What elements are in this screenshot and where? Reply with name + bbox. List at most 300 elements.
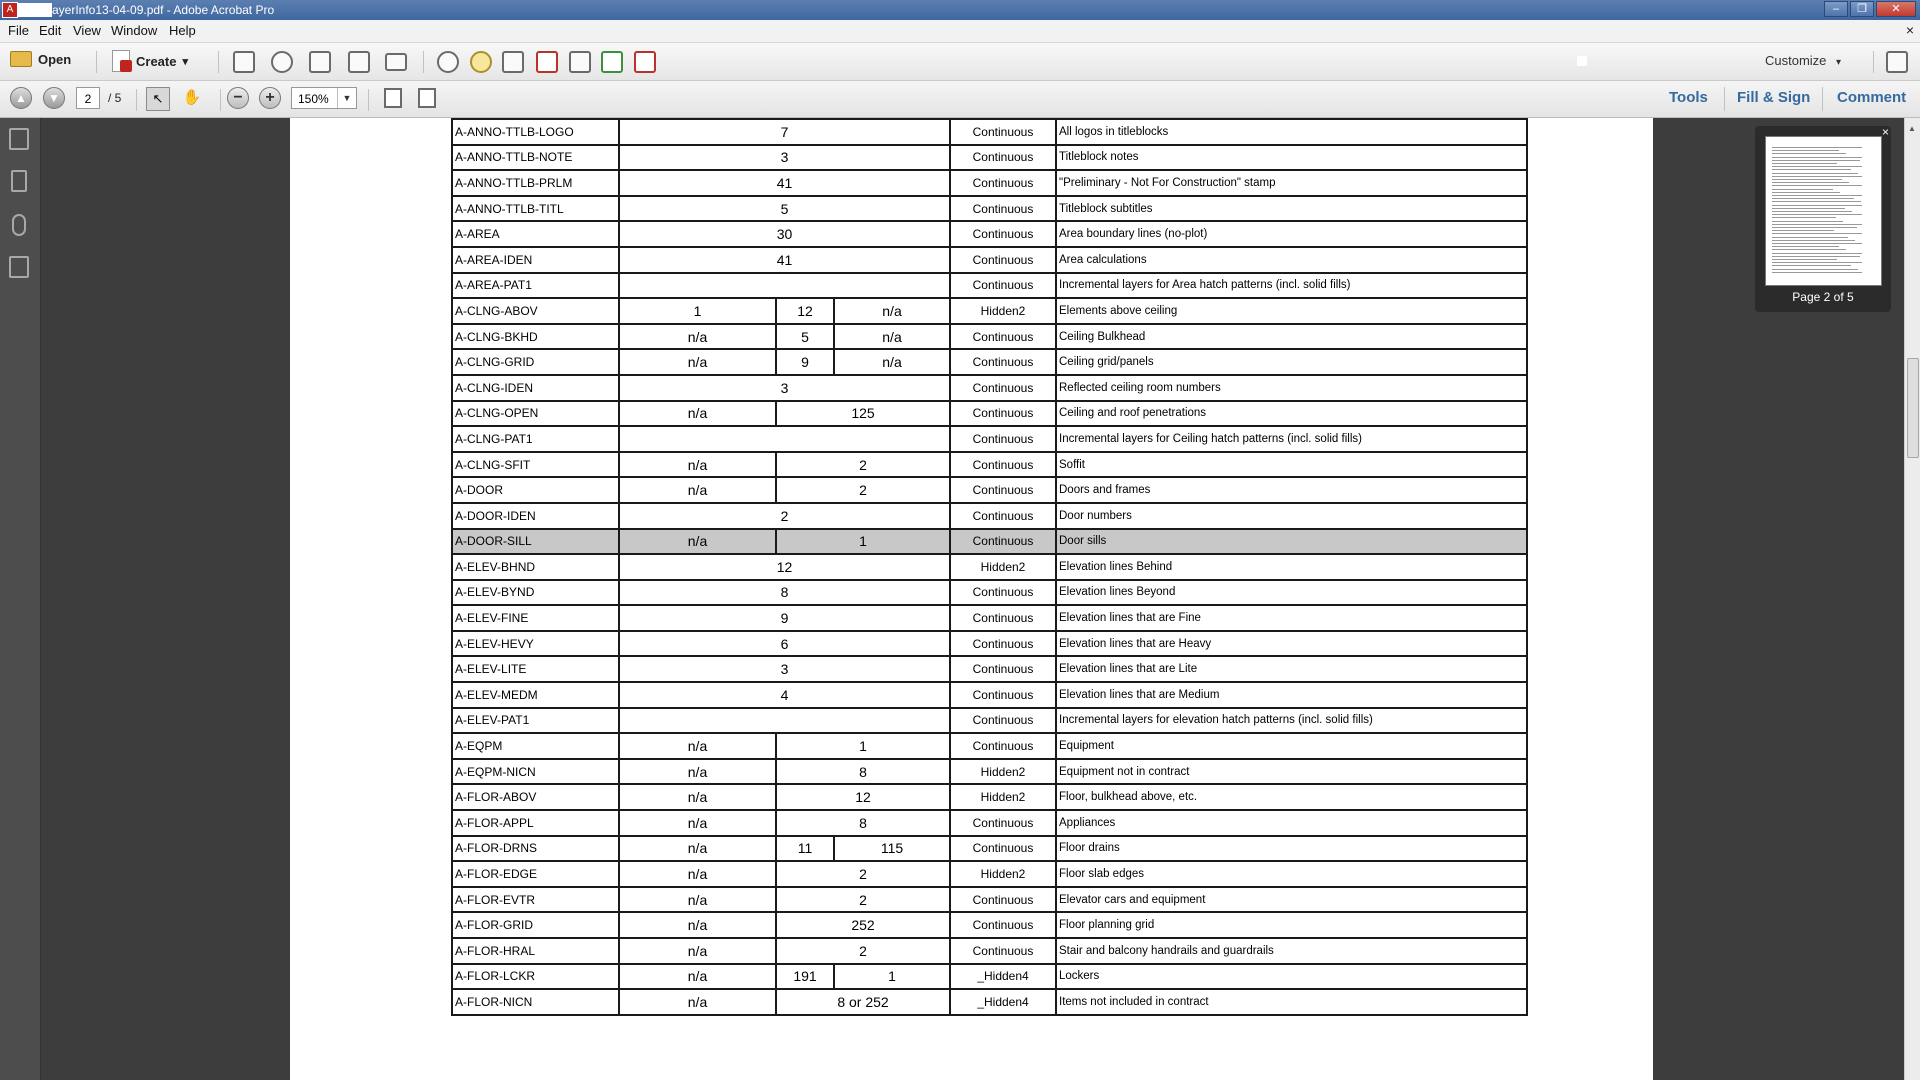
close-document-button[interactable]: ×: [1905, 22, 1914, 38]
cell-name: A-ELEV-FINE: [452, 605, 619, 631]
cell-desc: Elevation lines Behind: [1056, 554, 1527, 580]
cell-desc: Elevation lines that are Lite: [1056, 656, 1527, 682]
cell-c1: 2: [619, 503, 950, 529]
cell-desc: Titleblock subtitles: [1056, 196, 1527, 222]
cell-name: A-ANNO-TTLB-TITL: [452, 196, 619, 222]
cell-linetype: Hidden2: [950, 554, 1056, 580]
thumbnail-line: [1772, 265, 1851, 266]
table-row: [452, 938, 1527, 964]
chevron-down-icon: ▼: [337, 88, 356, 108]
table-row: [452, 324, 1527, 350]
folder-icon: [10, 51, 32, 67]
cell-c2: 191: [776, 964, 834, 990]
table-row: [452, 426, 1527, 452]
bookmarks-icon[interactable]: [11, 170, 27, 192]
cell-name: A-FLOR-EDGE: [452, 861, 619, 887]
thumbnail-line: [1772, 169, 1851, 170]
cell-linetype: Continuous: [950, 119, 1056, 145]
print-icon[interactable]: [309, 51, 331, 73]
table-row: [452, 887, 1527, 913]
cell-linetype: Continuous: [950, 426, 1056, 452]
scrollbar-thumb[interactable]: [1907, 358, 1919, 458]
cell-desc: Equipment not in contract: [1056, 759, 1527, 785]
upload-icon[interactable]: [271, 51, 293, 73]
layer-table: [451, 118, 1528, 1016]
thumbnail-line: [1772, 147, 1862, 148]
cell-name: A-FLOR-NICN: [452, 989, 619, 1015]
cell-name: A-AREA: [452, 221, 619, 247]
thumbnail-line: [1772, 262, 1862, 263]
thumbnail-line: [1772, 150, 1839, 151]
cell-name: A-ELEV-BYND: [452, 580, 619, 606]
table-row: [452, 196, 1527, 222]
cell-linetype: Continuous: [950, 503, 1056, 529]
cell-name: A-FLOR-GRID: [452, 912, 619, 938]
thumbnail-line: [1772, 224, 1862, 225]
review-icon[interactable]: [569, 51, 591, 73]
table-row: [452, 273, 1527, 299]
fit-page-icon[interactable]: [418, 88, 436, 108]
cell-c3: 115: [834, 836, 950, 862]
thumbnail-line: [1772, 233, 1862, 234]
cell-c1: [619, 708, 950, 734]
cell-c1: n/a: [619, 529, 776, 555]
cell-linetype: Continuous: [950, 529, 1056, 555]
cell-c2: 12: [776, 784, 950, 810]
create-label: Create: [136, 53, 177, 69]
cell-c3: n/a: [834, 324, 950, 350]
cell-desc: Incremental layers for Ceiling hatch patterns (incl. solid fills): [1056, 426, 1527, 452]
cell-c1: 8: [619, 580, 950, 606]
cell-linetype: Continuous: [950, 145, 1056, 171]
menu-edit[interactable]: Edit: [39, 23, 62, 38]
hand-tool-button[interactable]: ✋: [182, 89, 202, 106]
create-pdf-icon: [112, 50, 130, 72]
table-row: [452, 401, 1527, 427]
thumbnail-line: [1772, 157, 1862, 158]
cell-c1: n/a: [619, 784, 776, 810]
cell-name: A-CLNG-BKHD: [452, 324, 619, 350]
cell-c2: 8 or 252: [776, 989, 950, 1015]
cell-name: A-FLOR-EVTR: [452, 887, 619, 913]
cell-linetype: Continuous: [950, 580, 1056, 606]
thumbnail-line: [1772, 237, 1848, 238]
cell-c1: 7: [619, 119, 950, 145]
thumbnail-line: [1772, 230, 1834, 231]
cell-desc: Doors and frames: [1056, 477, 1527, 503]
cell-linetype: Continuous: [950, 247, 1056, 273]
cell-c2: 2: [776, 887, 950, 913]
thumbnail-line: [1772, 182, 1849, 183]
cell-linetype: Continuous: [950, 708, 1056, 734]
page-thumbnail[interactable]: [1765, 136, 1882, 286]
cell-c1: 12: [619, 554, 950, 580]
cell-c1: n/a: [619, 324, 776, 350]
cell-c1: 3: [619, 145, 950, 171]
cell-c2: 2: [776, 861, 950, 887]
table-row: [452, 298, 1527, 324]
cell-linetype: Continuous: [950, 273, 1056, 299]
window-title: ayerInfo13-04-09.pdf - Adobe Acrobat Pro: [52, 3, 275, 17]
table-row: [452, 247, 1527, 273]
table-row: [452, 912, 1527, 938]
thumbnail-line: [1772, 189, 1833, 190]
cell-c3: 1: [834, 964, 950, 990]
cell-linetype: Continuous: [950, 605, 1056, 631]
cell-name: A-FLOR-APPL: [452, 810, 619, 836]
cell-linetype: Continuous: [950, 170, 1056, 196]
zoom-value: 150%: [298, 92, 329, 106]
cell-c1: 41: [619, 247, 950, 273]
chevron-down-icon: ▾: [182, 55, 188, 68]
select-tool-button[interactable]: ↖: [146, 87, 170, 111]
cell-linetype: Continuous: [950, 733, 1056, 759]
cell-linetype: Continuous: [950, 682, 1056, 708]
page-thumbnail-popup[interactable]: [1755, 126, 1891, 312]
cell-c1: n/a: [619, 810, 776, 836]
cell-linetype: Continuous: [950, 196, 1056, 222]
cell-name: A-EQPM-NICN: [452, 759, 619, 785]
cell-c2: 8: [776, 759, 950, 785]
table-row: [452, 810, 1527, 836]
cell-name: A-ANNO-TTLB-LOGO: [452, 119, 619, 145]
zoom-out-button[interactable]: −: [227, 87, 249, 109]
cell-c2: 125: [776, 401, 950, 427]
page-thumbnails-icon[interactable]: [9, 128, 29, 150]
thumbnail-line: [1772, 163, 1837, 164]
cell-name: A-FLOR-LCKR: [452, 964, 619, 990]
comment-pane-button[interactable]: Comment: [1837, 89, 1907, 106]
cell-desc: Soffit: [1056, 452, 1527, 478]
thumbnail-line: [1772, 243, 1862, 244]
cell-c1: n/a: [619, 989, 776, 1015]
thumbnail-line: [1772, 253, 1862, 254]
table-row: [452, 836, 1527, 862]
zoom-in-button[interactable]: +: [259, 87, 281, 109]
cell-desc: Door sills: [1056, 529, 1527, 555]
thumbnail-line: [1772, 221, 1843, 222]
cell-c1: n/a: [619, 836, 776, 862]
cell-linetype: Continuous: [950, 324, 1056, 350]
cell-desc: Area boundary lines (no-plot): [1056, 221, 1527, 247]
zoom-select[interactable]: [291, 87, 357, 109]
cell-c3: n/a: [834, 349, 950, 375]
table-row: [452, 708, 1527, 734]
pdf-page: [290, 118, 1653, 1080]
table-row: [452, 375, 1527, 401]
menu-bar: [0, 20, 1920, 43]
cell-desc: "Preliminary - Not For Construction" stamp: [1056, 170, 1527, 196]
thumbnail-line: [1772, 173, 1858, 174]
cell-linetype: Hidden2: [950, 861, 1056, 887]
cell-linetype: Continuous: [950, 401, 1056, 427]
create-button[interactable]: [112, 50, 188, 72]
cell-name: A-ELEV-HEVY: [452, 631, 619, 657]
cell-c2: 1: [776, 529, 950, 555]
table-row: [452, 580, 1527, 606]
comment-icon[interactable]: [470, 51, 492, 73]
cell-desc: Floor drains: [1056, 836, 1527, 862]
cell-desc: Floor planning grid: [1056, 912, 1527, 938]
cell-c1: 30: [619, 221, 950, 247]
cell-name: A-ELEV-LITE: [452, 656, 619, 682]
export-icon[interactable]: [601, 51, 623, 73]
acrobat-icon: A: [2, 2, 18, 18]
cell-linetype: Continuous: [950, 452, 1056, 478]
cell-c2: 2: [776, 477, 950, 503]
cell-linetype: Continuous: [950, 375, 1056, 401]
cell-name: A-ELEV-BHND: [452, 554, 619, 580]
thumbnail-line: [1772, 208, 1845, 209]
cell-c2: 11: [776, 836, 834, 862]
cell-c2: 12: [776, 298, 834, 324]
chevron-down-icon: ▾: [1836, 57, 1842, 68]
cell-c2: 8: [776, 810, 950, 836]
cell-c3: n/a: [834, 298, 950, 324]
cell-desc: Stair and balcony handrails and guardrails: [1056, 938, 1527, 964]
cell-c1: n/a: [619, 349, 776, 375]
cell-c1: [619, 426, 950, 452]
cell-c1: n/a: [619, 912, 776, 938]
navigation-panel: [0, 118, 41, 1080]
cell-desc: Ceiling grid/panels: [1056, 349, 1527, 375]
cell-linetype: _Hidden4: [950, 964, 1056, 990]
cell-name: A-ANNO-TTLB-PRLM: [452, 170, 619, 196]
table-row: [452, 784, 1527, 810]
cell-c2: 2: [776, 452, 950, 478]
customize-label: Customize: [1765, 53, 1827, 68]
cell-linetype: Continuous: [950, 656, 1056, 682]
thumbnail-line: [1772, 256, 1860, 257]
menu-window[interactable]: Window: [111, 23, 158, 38]
cell-name: A-ELEV-PAT1: [452, 708, 619, 734]
cell-linetype: _Hidden4: [950, 989, 1056, 1015]
cell-linetype: Continuous: [950, 631, 1056, 657]
cell-name: A-CLNG-IDEN: [452, 375, 619, 401]
tools-pane-button[interactable]: Tools: [1669, 89, 1708, 106]
cell-desc: Elements above ceiling: [1056, 298, 1527, 324]
thumbnail-line: [1772, 179, 1842, 180]
table-row: [452, 759, 1527, 785]
fit-width-icon[interactable]: [384, 88, 402, 108]
cell-c1: n/a: [619, 401, 776, 427]
cell-c1: n/a: [619, 887, 776, 913]
cell-desc: Ceiling Bulkhead: [1056, 324, 1527, 350]
table-row: [452, 145, 1527, 171]
cell-desc: Reflected ceiling room numbers: [1056, 375, 1527, 401]
cell-name: A-CLNG-SFIT: [452, 452, 619, 478]
cell-c2: 5: [776, 324, 834, 350]
table-row: [452, 452, 1527, 478]
cell-c1: 3: [619, 375, 950, 401]
thumbnail-line: [1772, 195, 1862, 196]
cell-name: A-DOOR: [452, 477, 619, 503]
cell-linetype: Continuous: [950, 477, 1056, 503]
cell-c2: 2: [776, 938, 950, 964]
cell-desc: Door numbers: [1056, 503, 1527, 529]
cell-c2: 9: [776, 349, 834, 375]
cell-name: A-CLNG-PAT1: [452, 426, 619, 452]
edit-icon[interactable]: [348, 51, 370, 73]
cell-desc: Titleblock notes: [1056, 145, 1527, 171]
title-bar: [0, 0, 1920, 20]
previous-page-button[interactable]: ▲: [10, 87, 32, 109]
cell-c1: 3: [619, 656, 950, 682]
table-row: [452, 631, 1527, 657]
indicator-square: [1577, 56, 1587, 66]
thumbnail-line: [1772, 153, 1846, 154]
cell-c1: [619, 273, 950, 299]
cell-linetype: Continuous: [950, 810, 1056, 836]
thumbnail-line: [1772, 217, 1836, 218]
table-row: [452, 964, 1527, 990]
settings-icon[interactable]: [437, 51, 459, 73]
cell-desc: Incremental layers for Area hatch patterns (incl. solid fills): [1056, 273, 1527, 299]
thumbnail-line: [1772, 192, 1840, 193]
cell-name: A-AREA-PAT1: [452, 273, 619, 299]
cell-c1: n/a: [619, 938, 776, 964]
sign-icon[interactable]: [502, 51, 524, 73]
cell-linetype: Continuous: [950, 938, 1056, 964]
cell-c1: 4: [619, 682, 950, 708]
open-button[interactable]: [10, 51, 71, 67]
thumbnail-line: [1772, 249, 1846, 250]
cell-linetype: Continuous: [950, 221, 1056, 247]
cell-linetype: Hidden2: [950, 298, 1056, 324]
table-row: [452, 221, 1527, 247]
menu-file[interactable]: File: [8, 23, 29, 38]
cell-desc: Elevation lines Beyond: [1056, 580, 1527, 606]
thumbnail-line: [1772, 211, 1852, 212]
main-toolbar: [0, 43, 1920, 81]
expand-icon[interactable]: [1886, 51, 1908, 73]
cell-linetype: Hidden2: [950, 759, 1056, 785]
thumbnail-line: [1772, 272, 1862, 273]
cell-c1: 41: [619, 170, 950, 196]
cell-linetype: Continuous: [950, 912, 1056, 938]
table-row: [452, 349, 1527, 375]
table-row: [452, 529, 1527, 555]
cell-name: A-AREA-IDEN: [452, 247, 619, 273]
minimize-button[interactable]: –: [1824, 1, 1848, 17]
next-page-button[interactable]: ▼: [43, 87, 65, 109]
restore-button[interactable]: ❐: [1850, 1, 1874, 17]
cell-desc: All logos in titleblocks: [1056, 119, 1527, 145]
thumbnail-line: [1772, 269, 1858, 270]
cell-desc: Floor, bulkhead above, etc.: [1056, 784, 1527, 810]
thumbnail-line: [1772, 185, 1862, 186]
table-row: [452, 170, 1527, 196]
cell-c1: n/a: [619, 477, 776, 503]
attachments-icon[interactable]: [12, 214, 26, 236]
vertical-scrollbar[interactable]: [1904, 118, 1920, 1080]
page-total: / 5: [108, 91, 122, 105]
cell-linetype: Continuous: [950, 836, 1056, 862]
cell-desc: Items not included in contract: [1056, 989, 1527, 1015]
cell-c1: 6: [619, 631, 950, 657]
menu-help[interactable]: Help: [169, 23, 196, 38]
navigation-toolbar: [0, 81, 1920, 118]
cell-name: A-DOOR-SILL: [452, 529, 619, 555]
open-label: Open: [38, 51, 72, 67]
cell-linetype: Continuous: [950, 349, 1056, 375]
cell-c1: 1: [619, 298, 776, 324]
redact-icon[interactable]: [634, 51, 656, 73]
thumbnail-line: [1772, 198, 1854, 199]
thumbnail-line: [1772, 227, 1857, 228]
thumbnail-line: [1772, 176, 1862, 177]
cell-desc: Incremental layers for elevation hatch patterns (incl. solid fills): [1056, 708, 1527, 734]
cell-name: A-FLOR-DRNS: [452, 836, 619, 862]
page-number-input[interactable]: 2: [76, 87, 100, 109]
thumbnail-line: [1772, 246, 1839, 247]
cell-c1: n/a: [619, 861, 776, 887]
table-row: [452, 682, 1527, 708]
close-icon[interactable]: ×: [1881, 125, 1889, 139]
close-window-button[interactable]: ✕: [1876, 1, 1916, 17]
cell-desc: Floor slab edges: [1056, 861, 1527, 887]
table-row: [452, 554, 1527, 580]
table-row: [452, 503, 1527, 529]
thumbnail-line: [1772, 259, 1837, 260]
fill-sign-pane-button[interactable]: Fill & Sign: [1737, 89, 1811, 106]
cell-c2: 1: [776, 733, 950, 759]
thumbnail-line: [1772, 160, 1860, 161]
scroll-up-icon[interactable]: ▲: [1908, 124, 1916, 133]
customize-button[interactable]: [1765, 53, 1841, 68]
table-row: [452, 989, 1527, 1015]
cell-name: A-DOOR-IDEN: [452, 503, 619, 529]
table-row: [452, 119, 1527, 145]
thumbnail-line: [1772, 201, 1861, 202]
cell-desc: Elevation lines that are Fine: [1056, 605, 1527, 631]
delete-icon[interactable]: [536, 51, 558, 73]
cell-desc: Elevation lines that are Medium: [1056, 682, 1527, 708]
cell-desc: Ceiling and roof penetrations: [1056, 401, 1527, 427]
thumbnail-line: [1772, 214, 1862, 215]
email-icon[interactable]: [385, 53, 407, 71]
signatures-icon[interactable]: [9, 256, 29, 278]
cell-name: A-CLNG-OPEN: [452, 401, 619, 427]
cell-desc: Equipment: [1056, 733, 1527, 759]
save-icon[interactable]: [233, 51, 255, 73]
cell-name: A-EQPM: [452, 733, 619, 759]
cell-c1: 5: [619, 196, 950, 222]
cell-name: A-CLNG-ABOV: [452, 298, 619, 324]
table-row: [452, 477, 1527, 503]
cell-desc: Elevator cars and equipment: [1056, 887, 1527, 913]
table-row: [452, 733, 1527, 759]
title-redaction: [18, 3, 52, 17]
cell-desc: Appliances: [1056, 810, 1527, 836]
cell-name: A-ELEV-MEDM: [452, 682, 619, 708]
cell-c1: 9: [619, 605, 950, 631]
thumbnail-line: [1772, 166, 1862, 167]
cell-c1: n/a: [619, 964, 776, 990]
thumbnail-line: [1772, 205, 1862, 206]
cell-name: A-CLNG-GRID: [452, 349, 619, 375]
thumbnail-caption: Page 2 of 5: [1792, 290, 1854, 304]
menu-view[interactable]: View: [73, 23, 101, 38]
document-viewport[interactable]: [41, 118, 1920, 1080]
cell-name: A-FLOR-ABOV: [452, 784, 619, 810]
cell-desc: Area calculations: [1056, 247, 1527, 273]
cell-c1: n/a: [619, 452, 776, 478]
cell-linetype: Hidden2: [950, 784, 1056, 810]
cell-desc: Lockers: [1056, 964, 1527, 990]
cell-c1: n/a: [619, 759, 776, 785]
cell-desc: Elevation lines that are Heavy: [1056, 631, 1527, 657]
